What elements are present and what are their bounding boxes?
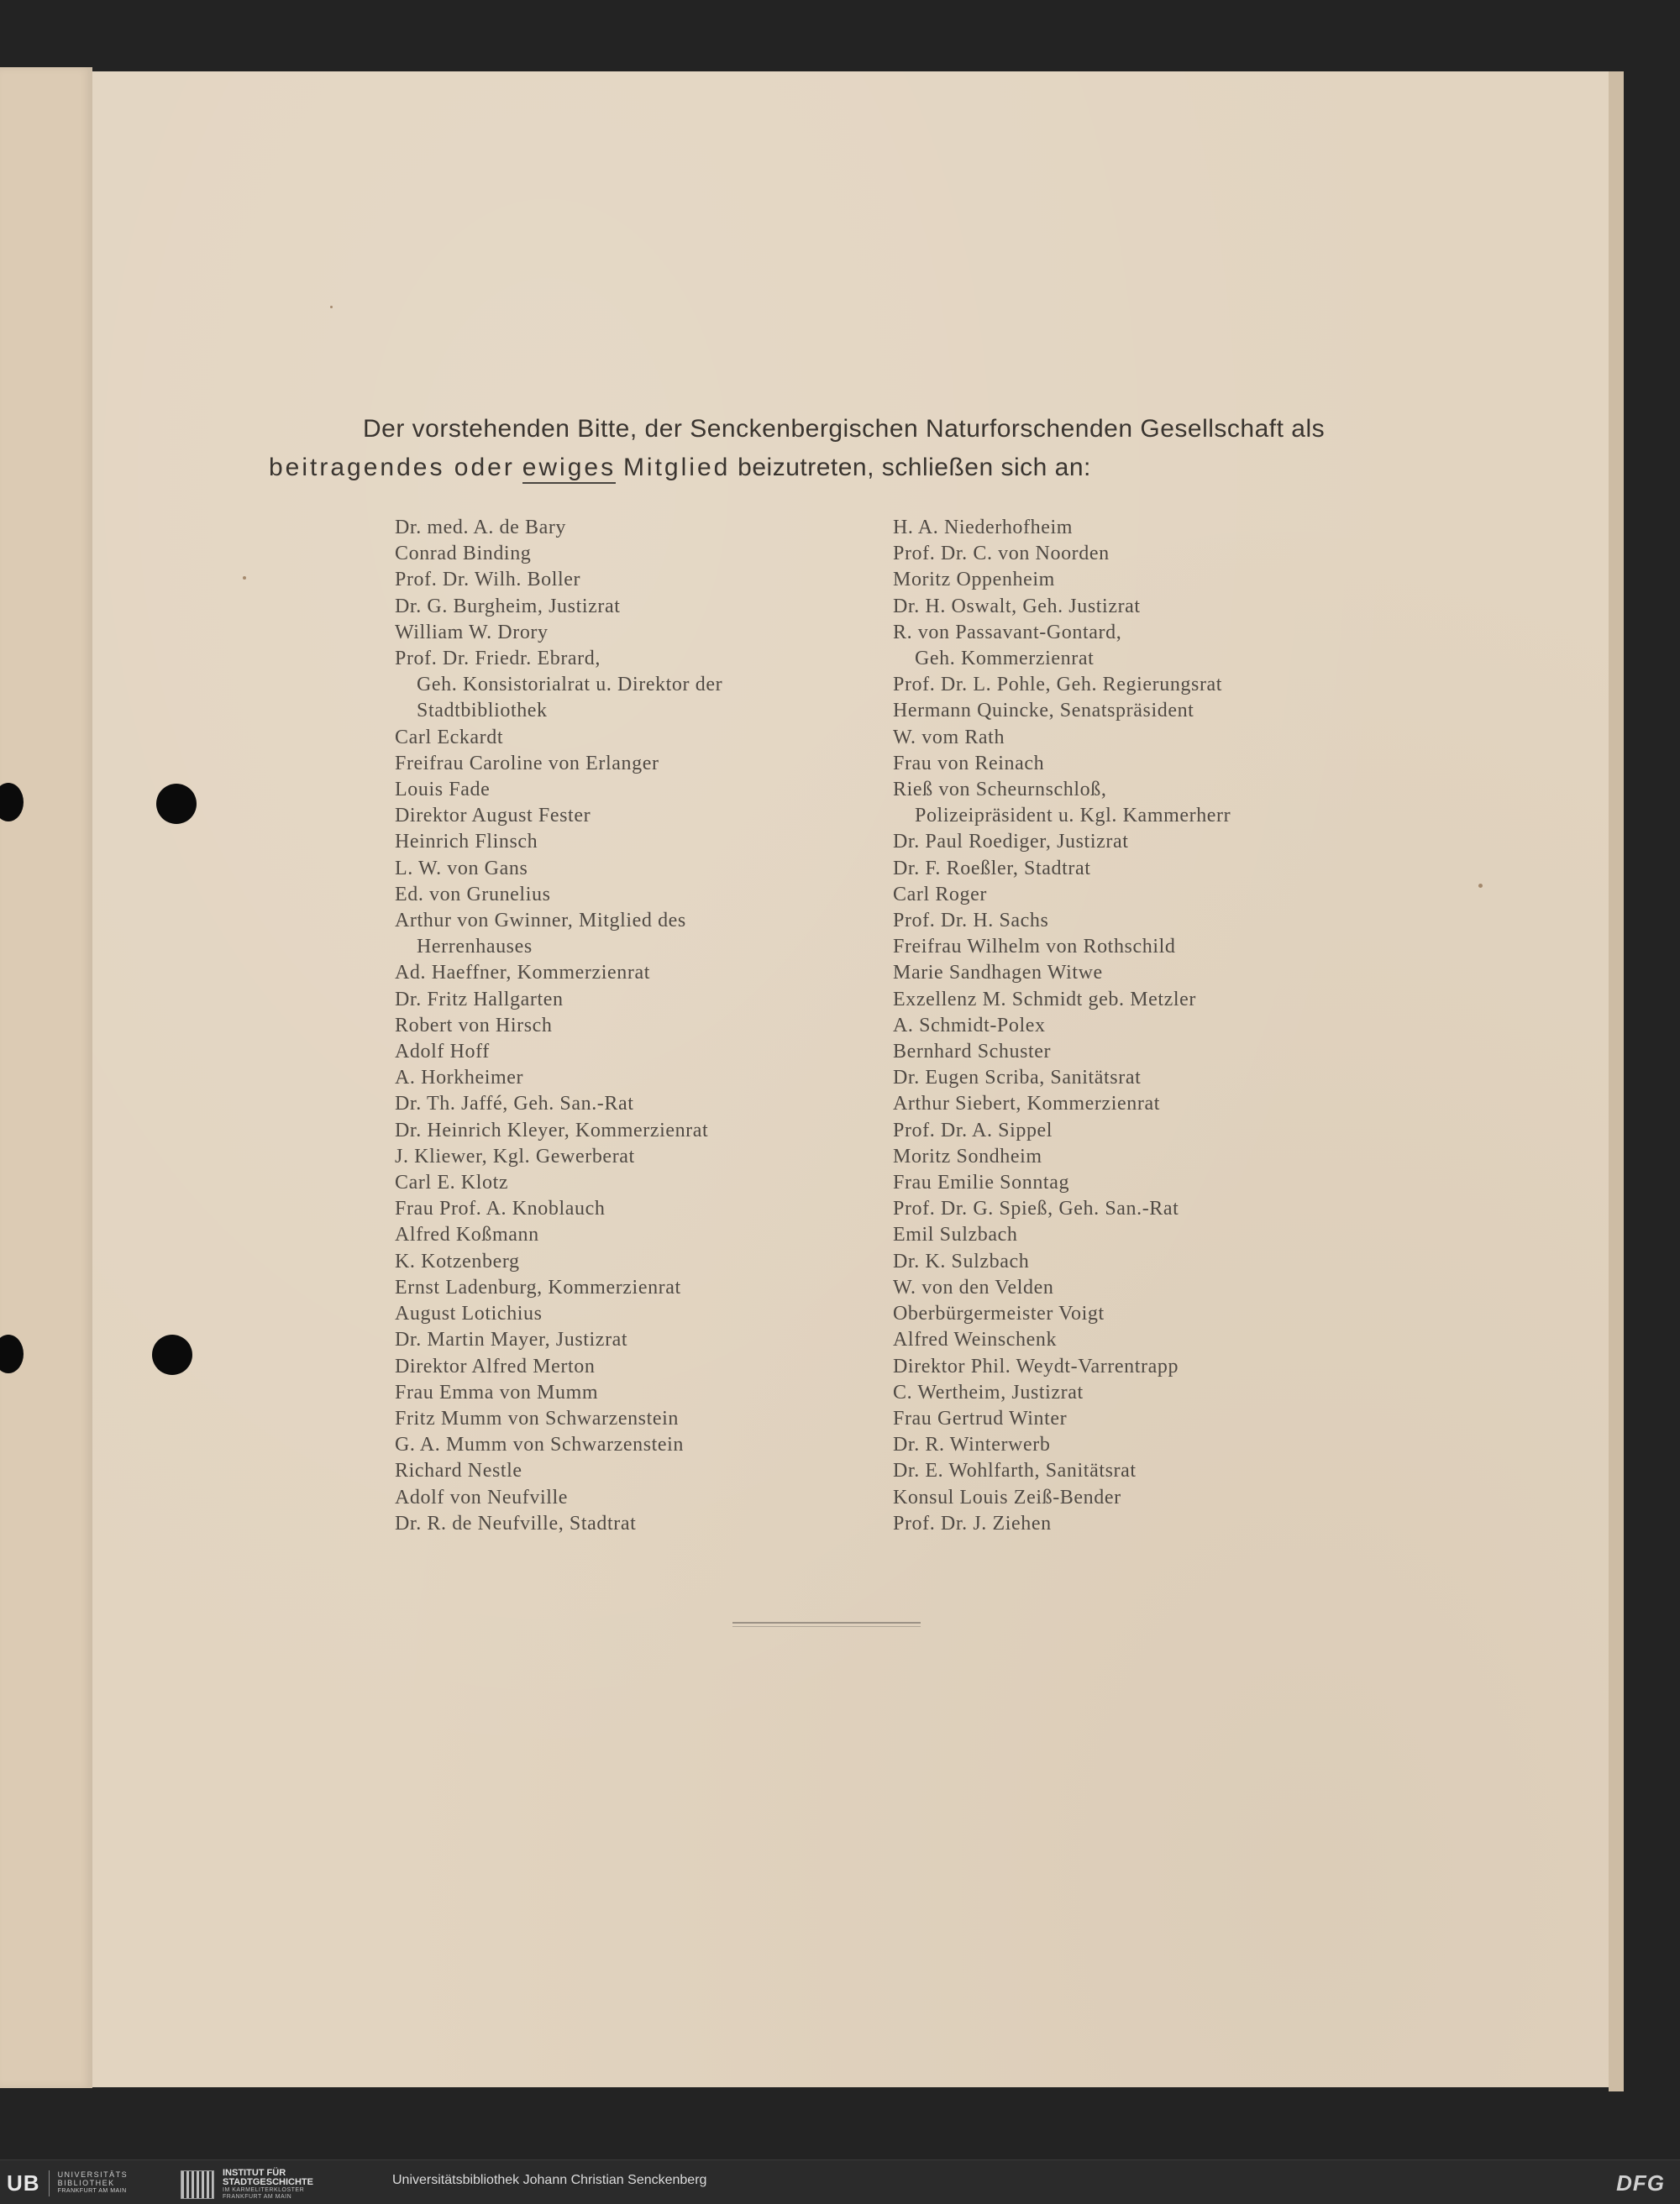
signatory-name: Prof. Dr. J. Ziehen xyxy=(893,1512,1052,1535)
signatory-name: Frau Gertrud Winter xyxy=(893,1407,1068,1430)
signatory-name: H. A. Niederhofheim xyxy=(893,517,1074,538)
document-page xyxy=(92,71,1609,2087)
signatory-name: Prof. Dr. L. Pohle, Geh. Regierungsrat xyxy=(893,674,1223,696)
signatory-name: Freifrau Caroline von Erlanger xyxy=(395,752,659,774)
signatory-name: Prof. Dr. C. von Noorden xyxy=(893,543,1110,565)
signatory-name: Dr. E. Wohlfarth, Sanitätsrat xyxy=(893,1460,1137,1482)
signatory-name: Dr. R. Winterwerb xyxy=(893,1434,1051,1456)
signatories-left-column xyxy=(395,515,722,1537)
signatory-name: Moritz Sondheim xyxy=(893,1145,1042,1168)
ub-logo-text xyxy=(58,2170,129,2196)
signatory-name: Dr. G. Burgheim, Justizrat xyxy=(395,595,621,617)
signatory-name: W. von den Velden xyxy=(893,1276,1054,1299)
isg-logo-line: STADTGESCHICHTE xyxy=(223,2177,313,2187)
signatory-name: Rieß von Scheurnschloß, xyxy=(893,779,1107,801)
signatory-name: G. A. Mumm von Schwarzenstein xyxy=(395,1434,685,1456)
punch-hole xyxy=(156,784,197,824)
signatory-name: Dr. Eugen Scriba, Sanitätsrat xyxy=(893,1067,1142,1089)
paper-speck xyxy=(330,306,333,308)
signatory-name: Dr. Martin Mayer, Justizrat xyxy=(395,1329,628,1351)
signatory-name: Dr. R. de Neufville, Stadtrat xyxy=(395,1512,637,1535)
signatory-name: Dr. Fritz Hallgarten xyxy=(395,988,564,1010)
signatory-name: Arthur Siebert, Kommerzienrat xyxy=(893,1093,1160,1115)
signatory-name: Robert von Hirsch xyxy=(395,1014,553,1036)
signatory-name: Dr. F. Roeßler, Stadtrat xyxy=(893,857,1091,879)
signatory-continuation: Geh. Kommerzienrat xyxy=(915,648,1095,670)
signatory-name: Emil Sulzbach xyxy=(893,1224,1018,1246)
signatory-name: R. von Passavant-Gontard, xyxy=(893,621,1122,643)
punch-hole xyxy=(152,1335,192,1375)
signatory-name: Fritz Mumm von Schwarzenstein xyxy=(395,1407,680,1430)
signatory-name: Adolf von Neufville xyxy=(395,1486,569,1509)
heading-text: beizutreten, schließen sich an: xyxy=(738,454,1091,481)
dfg-logo[interactable]: DFG xyxy=(1616,2170,1665,2196)
signatory-name: Marie Sandhagen Witwe xyxy=(893,962,1103,984)
signatory-name: Dr. Heinrich Kleyer, Kommerzienrat xyxy=(395,1119,709,1141)
isg-logo-text xyxy=(223,2169,313,2201)
signatory-name: Prof. Dr. H. Sachs xyxy=(893,910,1049,932)
ub-logo-line: BIBLIOTHEK xyxy=(57,2179,115,2187)
signatory-name: Ernst Ladenburg, Kommerzienrat xyxy=(395,1276,681,1299)
signatory-name: Direktor August Fester xyxy=(395,805,591,827)
isg-logo[interactable] xyxy=(181,2169,313,2201)
signatory-name: Carl Eckardt xyxy=(395,726,504,748)
signatory-name: Prof. Dr. G. Spieß, Geh. San.-Rat xyxy=(893,1198,1179,1220)
isg-logo-line: IM KARMELITERKLOSTER xyxy=(223,2187,305,2193)
signatory-name: Heinrich Flinsch xyxy=(395,831,538,853)
paper-speck xyxy=(243,576,246,580)
signatory-name: Frau von Reinach xyxy=(893,752,1045,774)
signatory-name: A. Schmidt-Polex xyxy=(893,1014,1046,1036)
signatory-continuation: Polizeipräsident u. Kgl. Kammerherr xyxy=(915,805,1231,827)
signatories-right-column xyxy=(893,515,1231,1537)
signatory-name: August Lotichius xyxy=(395,1303,543,1325)
intro-heading xyxy=(269,410,1411,487)
signatory-name: Direktor Phil. Weydt-Varrentrapp xyxy=(893,1355,1179,1378)
ub-logo-line: UNIVERSITÄTS xyxy=(57,2170,129,2179)
signatory-name: Prof. Dr. Wilh. Boller xyxy=(395,569,581,591)
signatory-name: Carl E. Klotz xyxy=(395,1172,509,1194)
signatory-name: Hermann Quincke, Senatspräsident xyxy=(893,700,1194,722)
signatory-name: J. Kliewer, Kgl. Gewerberat xyxy=(395,1145,635,1168)
signatory-name: Conrad Binding xyxy=(395,543,532,565)
signatory-name: Dr. H. Oswalt, Geh. Justizrat xyxy=(893,595,1141,617)
heading-text: beitragendes oder xyxy=(269,454,515,481)
closing-rule xyxy=(732,1626,921,1627)
signatory-continuation: Geh. Konsistorialrat u. Direktor der xyxy=(417,674,723,696)
signatory-name: Alfred Koßmann xyxy=(395,1224,539,1246)
signatory-name: Ed. von Grunelius xyxy=(395,883,551,905)
isg-logo-line: FRANKFURT AM MAIN xyxy=(223,2194,292,2200)
library-name[interactable]: Universitätsbibliothek Johann Christian Senckenberg xyxy=(392,2173,707,2187)
signatory-name: Dr. med. A. de Bary xyxy=(395,517,567,538)
signatory-name: Frau Emilie Sonntag xyxy=(893,1172,1070,1194)
signatory-name: Ad. Haeffner, Kommerzienrat xyxy=(395,962,651,984)
signatory-name: Frau Emma von Mumm xyxy=(395,1381,599,1404)
signatory-name: Carl Roger xyxy=(893,883,987,905)
signatory-name: Dr. K. Sulzbach xyxy=(893,1250,1030,1273)
signatory-name: Dr. Th. Jaffé, Geh. San.-Rat xyxy=(395,1093,634,1115)
signatory-continuation: Herrenhauses xyxy=(417,936,533,958)
signatory-name: Konsul Louis Zeiß-Bender xyxy=(893,1486,1121,1509)
signatory-name: Direktor Alfred Merton xyxy=(395,1355,596,1378)
signatory-name: Adolf Hoff xyxy=(395,1041,490,1063)
signatory-name: Louis Fade xyxy=(395,779,491,801)
signatory-name: Frau Prof. A. Knoblauch xyxy=(395,1198,606,1220)
signatory-name: Dr. Paul Roediger, Justizrat xyxy=(893,831,1129,853)
signatory-name: Freifrau Wilhelm von Rothschild xyxy=(893,936,1176,958)
heading-line-1: Der vorstehenden Bitte, der Senckenbergischen Naturforschenden Gesellschaft als xyxy=(363,415,1326,443)
page-edge xyxy=(1609,71,1624,2091)
isg-logo-icon xyxy=(181,2170,214,2199)
signatory-continuation: Stadtbibliothek xyxy=(417,700,548,722)
isg-logo-line: INSTITUT FÜR xyxy=(223,2168,286,2178)
ub-logo-mark: UB xyxy=(7,2170,50,2196)
signatory-name: Richard Nestle xyxy=(395,1460,522,1482)
signatory-name: Prof. Dr. Friedr. Ebrard, xyxy=(395,648,601,670)
signatory-name: Exzellenz M. Schmidt geb. Metzler xyxy=(893,988,1197,1010)
signatory-name: K. Kotzenberg xyxy=(395,1250,520,1273)
signatory-name: W. vom Rath xyxy=(893,726,1005,748)
heading-line-2 xyxy=(269,449,1411,487)
signatory-name: Oberbürgermeister Voigt xyxy=(893,1303,1105,1325)
signatory-name: L. W. von Gans xyxy=(395,857,528,879)
heading-underlined-word: ewiges xyxy=(522,454,616,484)
signatory-name: C. Wertheim, Justizrat xyxy=(893,1381,1084,1404)
signatory-name: Bernhard Schuster xyxy=(893,1041,1052,1063)
closing-rule xyxy=(732,1622,921,1624)
signatory-name: A. Horkheimer xyxy=(395,1067,524,1089)
paper-speck xyxy=(1478,884,1483,888)
signatory-name: Moritz Oppenheim xyxy=(893,569,1055,591)
heading-text: Mitglied xyxy=(622,454,731,481)
ub-logo-line: FRANKFURT AM MAIN xyxy=(57,2188,127,2194)
viewer-footer xyxy=(0,2159,1680,2204)
signatory-name: Alfred Weinschenk xyxy=(893,1329,1058,1351)
signatory-name: Arthur von Gwinner, Mitglied des xyxy=(395,910,686,932)
signatory-name: Prof. Dr. A. Sippel xyxy=(893,1119,1053,1141)
previous-page-edge xyxy=(0,67,92,2088)
ub-logo[interactable] xyxy=(7,2168,128,2198)
signatory-name: William W. Drory xyxy=(395,621,549,643)
